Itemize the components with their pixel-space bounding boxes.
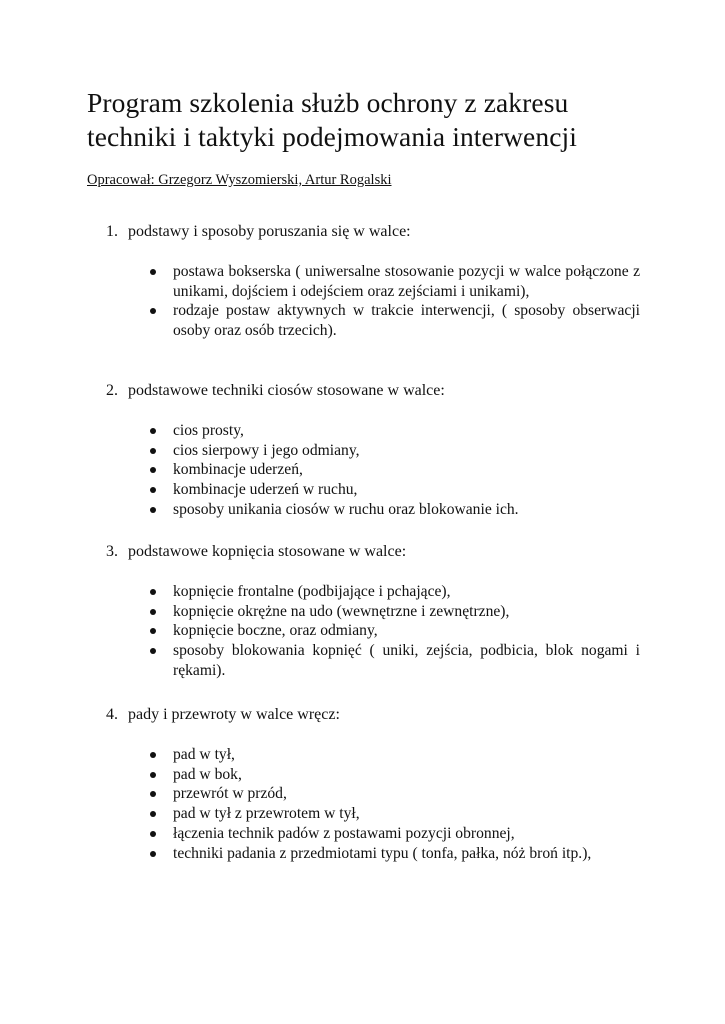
list-item-text: sposoby blokowania kopnięć ( uniki, zejścia, podbicia, blok nogami i rękami). (173, 642, 640, 679)
list-item (150, 500, 640, 520)
list-item-text: łączenia technik padów z postawami pozycji obronnej, (173, 824, 515, 842)
section-number: 1. (106, 223, 118, 240)
bullet-list (150, 745, 640, 863)
section-title: pady i przewroty w walce wręcz: (128, 706, 340, 723)
bullet-icon (150, 467, 156, 473)
bullet-icon (150, 308, 156, 314)
section-number: 2. (106, 382, 118, 399)
bullet-list (150, 262, 640, 341)
list-item-text: pad w tył, (173, 746, 235, 763)
section-title: podstawy i sposoby poruszania się w walce: (128, 223, 411, 240)
list-item-text: pad w bok, (173, 765, 242, 783)
list-item-text: kombinacje uderzeń w ruchu, (173, 481, 358, 499)
bullet-icon (150, 428, 156, 434)
bullet-icon (150, 851, 156, 857)
bullet-icon (150, 487, 156, 493)
bullet-list (150, 582, 640, 681)
list-item (150, 824, 640, 844)
list-item-text: pad w tył z przewrotem w tył, (173, 805, 360, 823)
section-number: 3. (106, 543, 118, 560)
bullet-icon (150, 448, 156, 454)
list-item-text: kopnięcie okrężne na udo (wewnętrzne i zewnętrzne), (173, 602, 510, 620)
bullet-icon (150, 648, 156, 654)
list-item (150, 641, 640, 680)
list-item (150, 745, 640, 765)
section-heading (106, 381, 445, 401)
list-item-text: techniki padania z przedmiotami typu ( tonfa, pałka, nóż broń itp.), (173, 844, 592, 862)
list-item (150, 784, 640, 804)
list-item-text: rodzaje postaw aktywnych w trakcie interwencji, ( sposoby obserwacji osoby oraz osób trzecich). (173, 302, 640, 340)
authors-line: Opracował: Grzegorz Wyszomierski, Artur Rogalski (87, 172, 392, 188)
title-line-1: Program szkolenia służb ochrony z zakresu (87, 87, 569, 118)
list-item (150, 602, 640, 622)
list-item-text: sposoby unikania ciosów w ruchu oraz blokowanie ich. (173, 500, 519, 518)
list-item (150, 480, 640, 500)
bullet-list (150, 421, 640, 520)
list-item (150, 262, 640, 301)
list-item-text: przewrót w przód, (173, 785, 287, 803)
list-item-text: kopnięcie boczne, oraz odmiany, (173, 622, 378, 640)
bullet-icon (150, 831, 156, 837)
bullet-icon (150, 752, 156, 758)
bullet-icon (150, 791, 156, 797)
list-item (150, 621, 640, 641)
list-item (150, 582, 640, 602)
list-item-text: cios sierpowy i jego odmiany, (173, 441, 360, 459)
list-item-text: cios prosty, (173, 422, 244, 439)
section-heading (106, 222, 411, 242)
list-item (150, 301, 640, 340)
bullet-icon (150, 609, 156, 615)
bullet-icon (150, 507, 156, 513)
list-item (150, 460, 640, 480)
section-title: podstawowe kopnięcia stosowane w walce: (128, 543, 407, 560)
bullet-icon (150, 772, 156, 778)
bullet-icon (150, 811, 156, 817)
list-item (150, 441, 640, 461)
list-item (150, 804, 640, 824)
list-item-text: kopnięcie frontalne (podbijające i pchające), (173, 583, 451, 600)
section-title: podstawowe techniki ciosów stosowane w walce: (128, 382, 445, 399)
section-number: 4. (106, 706, 118, 723)
document-title (87, 86, 687, 154)
section-heading (106, 542, 406, 562)
bullet-icon (150, 589, 156, 595)
list-item (150, 765, 640, 785)
list-item-text: kombinacje uderzeń, (173, 461, 303, 479)
section-heading (106, 705, 340, 725)
list-item-text: postawa bokserska ( uniwersalne stosowanie pozycji w walce połączone z unikami, dojściem i odejściem oraz zejściami i unikami), (173, 263, 640, 300)
bullet-icon (150, 269, 156, 275)
bullet-icon (150, 628, 156, 634)
title-line-2: techniki i taktyki podejmowania interwencji (87, 121, 577, 152)
list-item (150, 844, 640, 864)
list-item (150, 421, 640, 441)
